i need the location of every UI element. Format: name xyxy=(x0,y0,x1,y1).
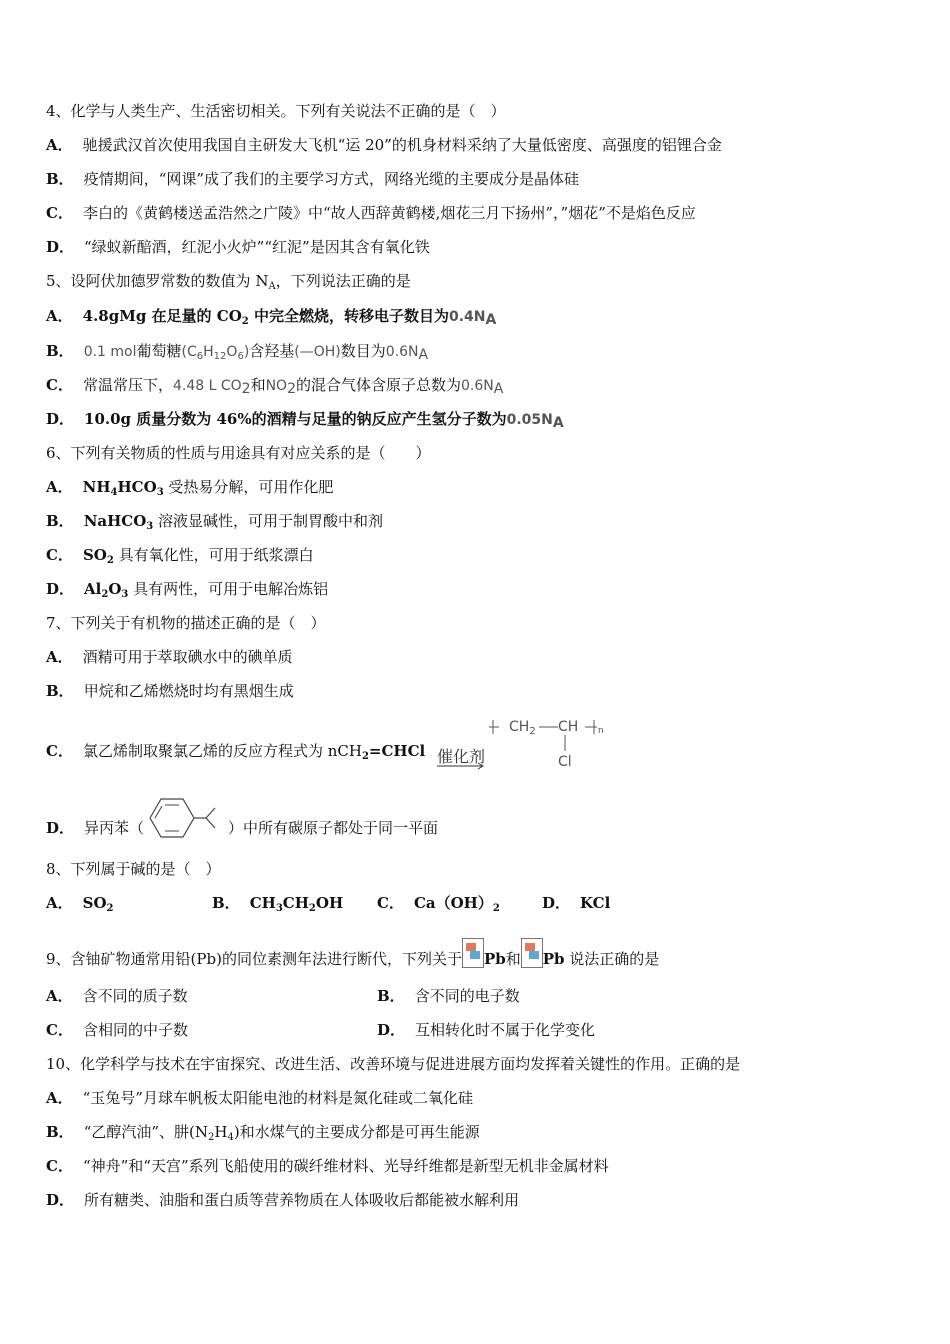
option-text: 含不同的质子数 xyxy=(82,987,188,1005)
q8-option-c xyxy=(377,892,500,914)
q9-option-c xyxy=(46,1019,188,1041)
option-label: D． xyxy=(46,1191,75,1209)
formula xyxy=(83,546,114,564)
option-text: 中完全燃烧，转移电子数目为 xyxy=(248,307,449,325)
option-label: A． xyxy=(46,1089,73,1107)
subscript: 2 xyxy=(308,903,316,914)
subscript: 2 xyxy=(241,381,251,397)
formula: SO xyxy=(82,894,107,912)
option-text: =CHCl xyxy=(368,742,426,760)
option-text: “乙醇汽油”、肼(N xyxy=(83,1123,209,1141)
option-label: D． xyxy=(377,1021,406,1039)
subscript: 2 xyxy=(106,555,114,566)
polymer-ch2 xyxy=(509,717,536,737)
option-text: 含不同的电子数 xyxy=(414,987,520,1005)
subscript: 2 xyxy=(529,726,536,737)
option-text: 受热易分解，可用作化肥 xyxy=(163,478,334,496)
option-text: “绿蚁新醅酒，红泥小火炉”“红泥”是因其含有氧化铁 xyxy=(84,238,430,256)
option-text: 具有两性，可用于电解冶炼铝 xyxy=(128,580,329,598)
stem-text: 5、设阿伏加德罗常数的数值为 N xyxy=(46,272,269,290)
q10-option-d xyxy=(46,1189,519,1211)
polymer-part: CH xyxy=(509,719,530,735)
option-label: C． xyxy=(46,742,73,760)
stem-tail: ，下列说法正确的是 xyxy=(275,272,411,290)
broken-image-icon xyxy=(462,938,484,968)
math-value: 0.4N xyxy=(448,309,486,325)
q8-option-b xyxy=(212,892,343,914)
option-text: 酒精可用于萃取碘水中的碘单质 xyxy=(82,648,293,666)
subscript: 4 xyxy=(227,1132,234,1143)
formula-part: NH xyxy=(82,478,111,496)
math-value: 0.05N xyxy=(506,412,553,428)
option-label: A． xyxy=(46,987,73,1005)
q8-stem: 8、下列属于碱的是（ ） xyxy=(46,860,221,878)
stem-text: 和 xyxy=(505,950,521,968)
q5-option-d xyxy=(46,408,564,430)
option-text: 李白的《黄鹤楼送孟浩然之广陵》中“故人西辞黄鹤楼,烟花三月下扬州”，”烟花”不是焰色反应 xyxy=(82,204,696,222)
formula-part: HCO xyxy=(117,478,157,496)
q10-option-b xyxy=(46,1121,480,1143)
math-formula: NO xyxy=(265,378,288,394)
subscript: A xyxy=(418,347,429,363)
formula xyxy=(83,478,164,496)
option-text: 数目为 xyxy=(340,342,386,360)
option-text: “神舟”和“天宫”系列飞船使用的碳纤维材料、光导纤维都是新型无机非金属材料 xyxy=(82,1157,609,1175)
formula-part: O xyxy=(108,580,122,598)
math-value: 0.6N xyxy=(461,378,494,394)
subscript: 2 xyxy=(492,903,500,914)
option-text: 葡萄糖 xyxy=(136,342,182,360)
option-text: 所有糖类、油脂和蛋白质等营养物质在人体吸收后都能被水解利用 xyxy=(84,1191,520,1209)
option-label: B． xyxy=(46,682,74,700)
option-text: 疫情期间，“网课”成了我们的主要学习方式，网络光缆的主要成分是晶体硅 xyxy=(83,170,580,188)
option-text: 驰援武汉首次使用我国自主研发大飞机“运 20”的机身材料采纳了大量低密度、高强度的铝锂合金 xyxy=(82,136,722,154)
q9-option-b xyxy=(377,985,520,1007)
formula xyxy=(84,580,128,598)
q5-stem xyxy=(46,270,411,292)
option-label: C． xyxy=(46,1157,73,1175)
option-text: 含羟基 xyxy=(249,342,295,360)
side-chain-bond xyxy=(206,808,215,818)
option-label: D． xyxy=(542,894,571,912)
math-part: O xyxy=(226,344,238,360)
option-text: H xyxy=(214,1123,228,1141)
option-label: A． xyxy=(46,478,73,496)
q9-option-d xyxy=(377,1019,595,1041)
math-part: H xyxy=(203,344,214,360)
polymer-cl: Cl xyxy=(558,754,572,770)
q4-option-a xyxy=(46,134,722,156)
formula xyxy=(84,512,154,530)
q7-option-c xyxy=(46,740,425,762)
option-label: B． xyxy=(46,342,74,360)
option-text: 氯乙烯制取聚氯乙烯的反应方程式为 nCH xyxy=(82,742,362,760)
subscript: 3 xyxy=(275,903,283,914)
q6-option-c xyxy=(46,544,314,566)
q7-option-b xyxy=(46,680,294,702)
q4-stem: 4、化学与人类生产、生活密切相关。下列有关说法不正确的是（ ） xyxy=(46,102,506,120)
option-text: 和 xyxy=(250,376,266,394)
q9-stem xyxy=(46,938,660,968)
subscript: 3 xyxy=(156,487,164,498)
option-label: A． xyxy=(46,894,73,912)
q6-stem: 6、下列有关物质的性质与用途具有对应关系的是（ ） xyxy=(46,444,431,462)
q6-option-a xyxy=(46,476,333,498)
math-group: (—OH) xyxy=(294,344,341,360)
catalyst-label: 催化剂 xyxy=(437,747,486,766)
q8-option-d xyxy=(542,892,610,914)
option-label: A． xyxy=(46,307,73,325)
q9-option-a xyxy=(46,985,188,1007)
q4-option-d xyxy=(46,236,430,258)
math-formula xyxy=(182,344,250,360)
q8-option-a xyxy=(46,892,114,914)
element-symbol: Pb xyxy=(542,950,565,968)
formula-part: SO xyxy=(82,546,107,564)
option-text: 10.0g 质量分数为 46%的酒精与足量的钠反应产生氢分子数为 xyxy=(84,410,507,428)
formula-part: Al xyxy=(84,580,102,598)
math-part: (C xyxy=(181,344,197,360)
option-label: C． xyxy=(46,1021,73,1039)
subscript: 2 xyxy=(361,751,369,762)
option-label: C． xyxy=(377,894,404,912)
subscript: 6 xyxy=(237,351,244,362)
polymer-ch: CH xyxy=(558,719,579,735)
subscript: 6 xyxy=(196,351,204,362)
option-text: )和水煤气的主要成分都是可再生能源 xyxy=(233,1123,480,1141)
subscript: 2 xyxy=(106,903,114,914)
formula-part: CH xyxy=(282,894,309,912)
stem-text: 说法正确的是 xyxy=(564,950,660,968)
subscript: 4 xyxy=(110,487,118,498)
option-label: D． xyxy=(46,580,75,598)
option-label: B． xyxy=(46,512,74,530)
formula-part: NaHCO xyxy=(83,512,147,530)
q4-option-b xyxy=(46,168,579,190)
image-glyph xyxy=(470,951,480,959)
side-chain-bond xyxy=(206,818,215,828)
math-part: ) xyxy=(243,344,250,360)
subscript: A xyxy=(552,415,564,431)
subscript: 2 xyxy=(208,1132,215,1143)
polymer-n: n xyxy=(598,726,604,736)
math-formula: 4.48 L CO xyxy=(172,378,242,394)
broken-image-icon xyxy=(521,938,543,968)
option-label: B． xyxy=(46,1123,74,1141)
q7-option-d xyxy=(46,811,439,837)
q5-option-c xyxy=(46,374,503,396)
q10-option-c xyxy=(46,1155,609,1177)
q10-option-a xyxy=(46,1087,473,1109)
option-text: 含相同的中子数 xyxy=(82,1021,188,1039)
option-text: 互相转化时不属于化学变化 xyxy=(415,1021,596,1039)
subscript: 2 xyxy=(287,381,296,397)
option-label: C． xyxy=(46,546,73,564)
option-label: D． xyxy=(46,238,75,256)
option-label: B． xyxy=(212,894,240,912)
subscript: 12 xyxy=(213,351,227,362)
subscript: 2 xyxy=(241,316,249,327)
option-text: “玉兔号”月球车帆板太阳能电池的材料是氮化硅或二氧化硅 xyxy=(82,1089,473,1107)
formula-part: CH xyxy=(249,894,276,912)
q7-stem: 7、下列关于有机物的描述正确的是（ ） xyxy=(46,614,326,632)
option-text: 异丙苯（ xyxy=(84,819,145,837)
q6-option-b xyxy=(46,510,383,532)
polymer-reaction-diagram xyxy=(437,716,617,776)
q5-option-a xyxy=(46,305,496,327)
option-label: A． xyxy=(46,648,73,666)
option-text: ）中所有碳原子都处于同一平面 xyxy=(228,819,439,837)
q10-stem: 10、化学科学与技术在宇宙探究、改进生活、改善环境与促进进展方面均发挥着关键性的作用。正确的是 xyxy=(46,1055,741,1073)
q5-option-b xyxy=(46,340,428,362)
subscript: 3 xyxy=(146,521,154,532)
option-label: D． xyxy=(46,410,75,428)
q4-option-c xyxy=(46,202,696,224)
formula: KCl xyxy=(580,894,611,912)
image-glyph xyxy=(466,943,476,951)
math-value: 0.6N xyxy=(385,344,419,360)
option-text: 4.8gMg 在足量的 CO xyxy=(82,307,242,325)
option-text: 甲烷和乙烯燃烧时均有黑烟生成 xyxy=(83,682,294,700)
element-symbol: Pb xyxy=(483,950,506,968)
option-label: A． xyxy=(46,136,73,154)
subscript: A xyxy=(493,381,504,397)
option-text: 的混合气体含原子总数为 xyxy=(296,376,462,394)
subscript: A xyxy=(485,312,497,328)
q7-option-a xyxy=(46,646,293,668)
option-text: 具有氧化性，可用于纸浆漂白 xyxy=(113,546,314,564)
isopropylbenzene-structure-icon xyxy=(136,796,228,840)
option-text: 常温常压下， xyxy=(82,376,173,394)
subscript: A xyxy=(268,281,276,292)
option-label: B． xyxy=(46,170,74,188)
formula-part: OH xyxy=(315,894,344,912)
option-text: 溶液显碱性，可用于制胃酸中和剂 xyxy=(153,512,384,530)
option-label: C． xyxy=(46,376,73,394)
subscript: 3 xyxy=(121,589,129,600)
option-label: B． xyxy=(377,987,405,1005)
subscript: 2 xyxy=(101,589,109,600)
image-glyph xyxy=(525,943,535,951)
formula: Ca（OH） xyxy=(413,894,493,912)
option-label: C． xyxy=(46,204,73,222)
option-label: D． xyxy=(46,819,75,837)
image-glyph xyxy=(529,951,539,959)
stem-text: 9、含铀矿物通常用铅(Pb)的同位素测年法进行断代，下列关于 xyxy=(46,950,462,968)
q6-option-d xyxy=(46,578,328,600)
math-amount: 0.1 mol xyxy=(83,344,137,360)
